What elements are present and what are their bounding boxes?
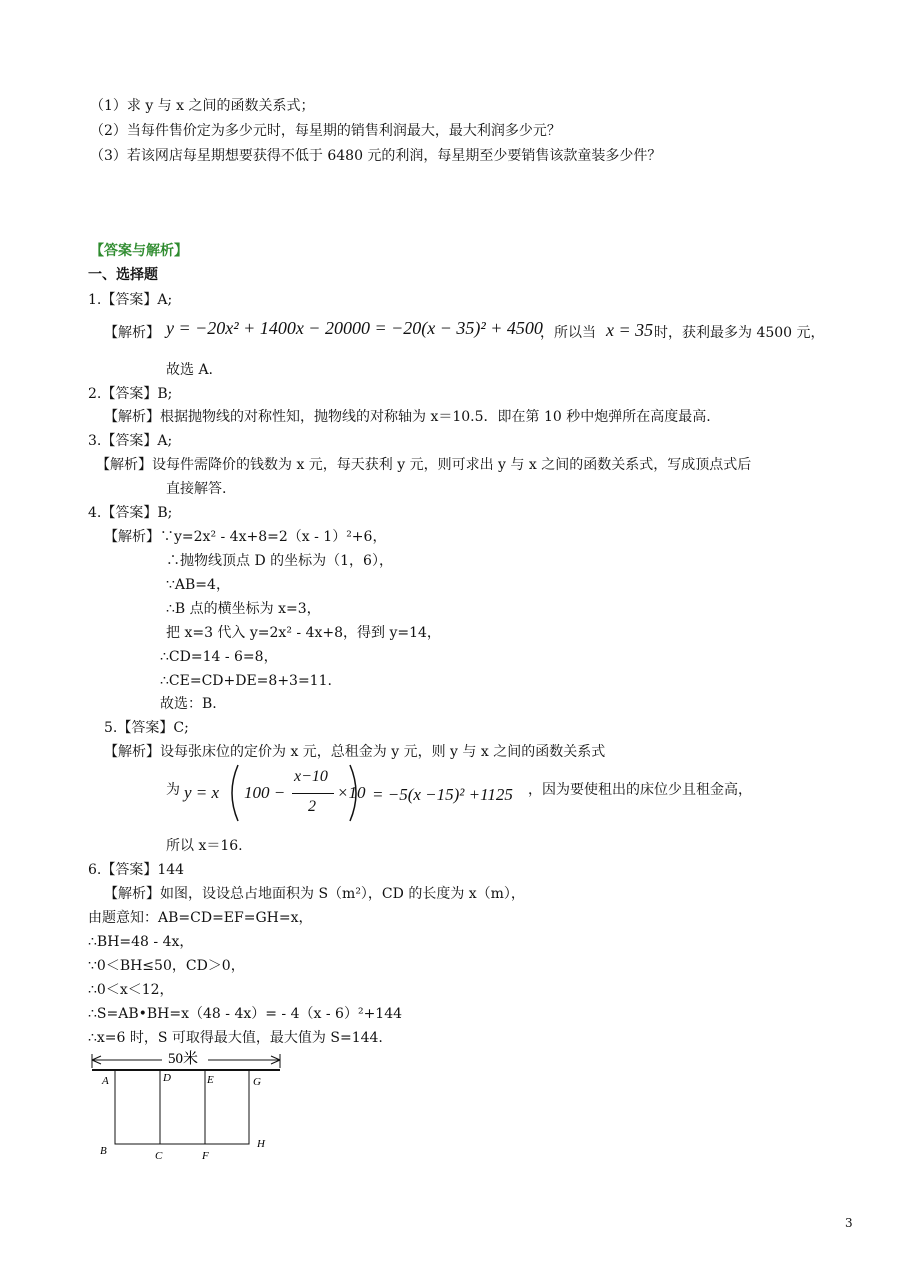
question-2: （2）当每件售价定为多少元时，每星期的销售利润最大，最大利润多少元？: [90, 123, 561, 139]
fraction-denominator: 2: [308, 798, 316, 815]
analysis-5: 【解析】设每张床位的定价为 x 元，总租金为 y 元，则 y 与 x 之间的函数关系式: [104, 744, 606, 760]
analysis-2: 【解析】根据抛物线的对称性知，抛物线的对称轴为 x＝10.5．即在第 10 秒中炮弹所在高度最高.: [104, 409, 711, 425]
formula-y-equals-x: y = x: [184, 783, 220, 802]
answer-3: 3.【答案】A;: [88, 433, 173, 449]
part-title: 一、选择题: [88, 267, 158, 283]
analysis-6-line-3: ∴BH=48 - 4x，: [88, 934, 194, 950]
point-h: H: [257, 1138, 265, 1150]
analysis-3-cont: 直接解答.: [166, 481, 227, 497]
analysis-1-label: 【解析】: [104, 325, 160, 341]
page-number: 3: [845, 1216, 853, 1230]
analysis-5-tail: ，因为要使租出的床位少且租金高，: [528, 782, 752, 798]
fraction-numerator: x−10: [294, 768, 328, 785]
analysis-3: 【解析】设每件需降价的钱数为 x 元，每天获利 y 元，则可求出 y 与 x 之间的函数关系式，写成顶点式后: [96, 457, 752, 473]
analysis-4-line-1: 【解析】∵y=2x² - 4x+8=2（x - 1）²+6，: [104, 529, 387, 545]
analysis-5-formula: [184, 763, 529, 823]
analysis-6-line-4: ∵0＜BH≤50，CD＞0，: [88, 958, 245, 974]
formula-100-minus: 100 −: [244, 783, 286, 802]
analysis-6-line-1: 【解析】如图，设设总占地面积为 S（m²），CD 的长度为 x（m），: [104, 886, 525, 902]
analysis-5-wei: 为: [166, 782, 180, 798]
analysis-6-line-2: 由题意知：AB=CD=EF=GH=x，: [88, 910, 313, 926]
right-paren: [346, 763, 364, 823]
point-e: E: [207, 1074, 214, 1086]
question-3: （3）若该网店每星期想要获得不低于 6480 元的利润，每星期至少要销售该款童装多少件？: [90, 148, 662, 164]
formula-times-10: ×10: [337, 783, 366, 802]
analysis-1-tail: 时，获利最多为 4500 元，: [654, 325, 825, 341]
formula-vertex-form: = −5(x −15)² +1125: [372, 785, 513, 804]
section-title: 【答案与解析】: [90, 243, 188, 259]
answer-2: 2.【答案】B;: [88, 386, 173, 402]
analysis-4-line-6: ∴CD=14 - 6=8，: [160, 649, 278, 665]
analysis-6-line-7: ∴x=6 时，S 可取得最大值，最大值为 S=144.: [88, 1030, 383, 1046]
analysis-4-line-3: ∵AB=4，: [166, 577, 230, 593]
analysis-6-line-6: ∴S=AB•BH=x（48 - 4x）= - 4（x - 6）²+144: [88, 1006, 403, 1022]
fence-diagram: [86, 1046, 296, 1166]
point-d: D: [163, 1072, 171, 1084]
analysis-5-conclusion: 所以 x＝16.: [166, 838, 243, 854]
point-g: G: [253, 1076, 261, 1088]
fence-outline: [115, 1070, 249, 1144]
point-c: C: [155, 1150, 163, 1162]
analysis-4-line-8: 故选：B.: [160, 696, 217, 712]
answer-4: 4.【答案】B;: [88, 505, 173, 521]
analysis-1-text: ，所以当: [540, 325, 596, 341]
analysis-4-line-7: ∴CE=CD+DE=8+3=11.: [160, 673, 332, 689]
analysis-1-formula: y = −20x² + 1400x − 20000 = −20(x − 35)² + 4500: [166, 318, 543, 338]
analysis-4-line-4: ∴B 点的横坐标为 x=3，: [166, 601, 321, 617]
point-b: B: [100, 1145, 107, 1157]
analysis-1-x35: x = 35: [606, 320, 654, 340]
dimension-label: 50米: [168, 1051, 199, 1067]
answer-6: 6.【答案】144: [88, 862, 185, 878]
question-1: （1）求 y 与 x 之间的函数关系式；: [90, 98, 315, 114]
point-f: F: [202, 1150, 209, 1162]
analysis-4-line-2: ∴抛物线顶点 D 的坐标为（1，6），: [166, 553, 393, 569]
answer-1: 1.【答案】A;: [88, 292, 173, 308]
analysis-4-line-5: 把 x=3 代入 y=2x² - 4x+8，得到 y=14，: [166, 625, 441, 641]
fraction-bar: [292, 793, 334, 794]
analysis-1-conclusion: 故选 A.: [166, 362, 214, 378]
analysis-6-line-5: ∴0＜x＜12，: [88, 982, 174, 998]
answer-5: 5.【答案】C;: [104, 720, 189, 736]
left-paren: [224, 763, 242, 823]
point-a: A: [102, 1075, 109, 1087]
